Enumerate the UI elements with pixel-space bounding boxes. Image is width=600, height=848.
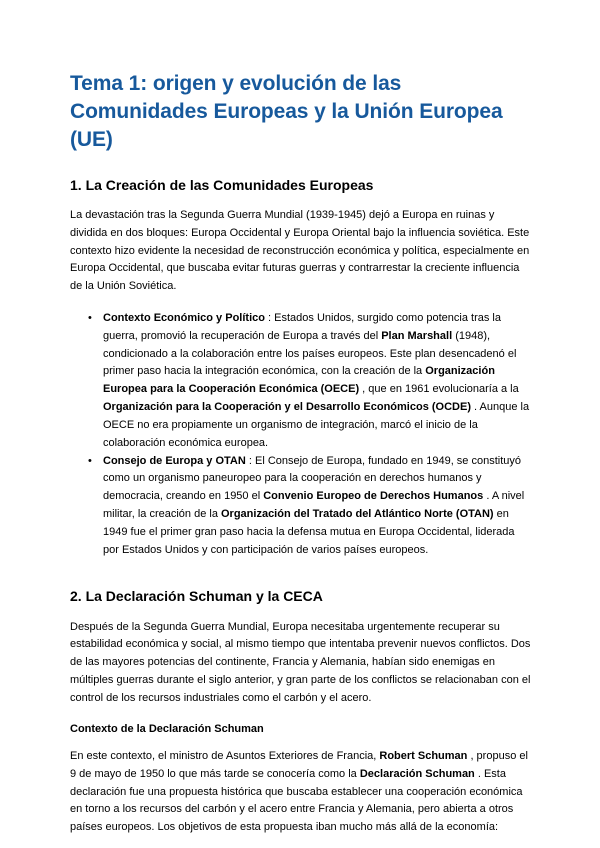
page-title: Tema 1: origen y evolución de las Comunidades Europeas y la Unión Europea (UE) <box>70 72 503 151</box>
section-2-sub-paragraph <box>70 748 532 837</box>
section-2-intro-paragraph: Después de la Segunda Guerra Mundial, Europa necesitaba urgentemente recuperar su estabilidad económica y social, al mismo tiempo que intentaba prevenir nuevos conflictos. Dos de las mayores potencias del continente, Francia y Alemania, habían sido enemigas en múltiples guerras durante el siglo anterior, y gran parte de los conflictos se relacionaban con el control de los recursos industriales como el carbón y el acero. <box>70 620 531 704</box>
list-item <box>70 453 532 560</box>
bullet-text-part-4: . Aunque la OECE no era propiamente un organismo de integración, marcó el inicio de la colaboración económica europea. <box>103 401 530 449</box>
bullet-text-part-3: , que en 1961 evolucionaría a la <box>359 383 519 396</box>
bullet-bold-1: Plan Marshall <box>381 329 453 342</box>
bullet-bold-1: Convenio Europeo de Derechos Humanos <box>263 490 484 503</box>
sub-paragraph-bold-2: Declaración Schuman <box>359 767 475 780</box>
sub-heading-contexto-declaracion-schuman: Contexto de la Declaración Schuman <box>70 722 264 735</box>
sub-paragraph-part-2: , propuso el 9 de mayo de 1950 lo que más tarde se conocería como la <box>70 749 528 780</box>
sub-paragraph-part-3: . Esta declaración fue una propuesta histórica que buscaba establecer una cooperación económica en torno a los recursos del carbón y el acero entre Francia y Alemania, pero abierta a otros países europeos. Los objetivos de esta propuesta iban mucho más allá de la economía: <box>70 767 523 834</box>
bullet-separator: : <box>245 454 255 467</box>
bullet-text-part-1: Estados Unidos, surgido como potencia tras la guerra, promovió la recuperación de Europa a través del <box>103 312 501 342</box>
bullet-text-part-3: en 1949 fue el primer gran paso hacia la defensa mutua en Europa Occidental, liderada por Estados Unidos y con participación de varios países europeos. <box>103 507 515 556</box>
bullet-text-part-2: (1948), condicionado a la colaboración entre los países europeos. Este plan desencadenó el primer paso hacia la integración económica, con la creación de la <box>103 329 517 378</box>
bullet-bold-2: Organización Europea para la Cooperación Económica (OECE) <box>103 365 495 396</box>
bullet-term: Contexto Económico y Político <box>103 312 265 325</box>
list-item <box>70 310 532 453</box>
sub-paragraph-bold-1: Robert Schuman <box>379 749 468 762</box>
sub-paragraph-part-1: En este contexto, el ministro de Asuntos Exteriores de Francia, <box>70 749 380 762</box>
section-heading-2: 2. La Declaración Schuman y la CECA <box>70 588 323 605</box>
section-heading-1: 1. La Creación de las Comunidades Europeas <box>70 176 374 193</box>
bullet-bold-2: Organización del Tratado del Atlántico Norte (OTAN) <box>221 507 494 520</box>
bullet-separator: : <box>264 312 275 325</box>
bullet-text-part-1: El Consejo de Europa, fundado en 1949, se constituyó como un organismo paneuropeo para la cooperación en derechos humanos y democracia, creando en 1950 el <box>103 454 522 503</box>
section-1-bullet-list <box>70 310 532 559</box>
section-1-intro-paragraph: La devastación tras la Segunda Guerra Mundial (1939-1945) dejó a Europa en ruinas y dividida en dos bloques: Europa Occidental y Europa Oriental bajo la influencia soviética. Este contexto hizo evidente la necesidad de reconstrucción económica y política, especialmente en Europa Occidental, que buscaba evitar futuras guerras y contrarrestar la creciente influencia de la Unión Soviética. <box>70 208 530 293</box>
bullet-text-part-2: . A nivel militar, la creación de la <box>103 490 525 520</box>
bullet-bold-3: Organización para la Cooperación y el Desarrollo Económicos (OCDE) <box>103 401 471 414</box>
bullet-term: Consejo de Europa y OTAN <box>103 454 246 467</box>
